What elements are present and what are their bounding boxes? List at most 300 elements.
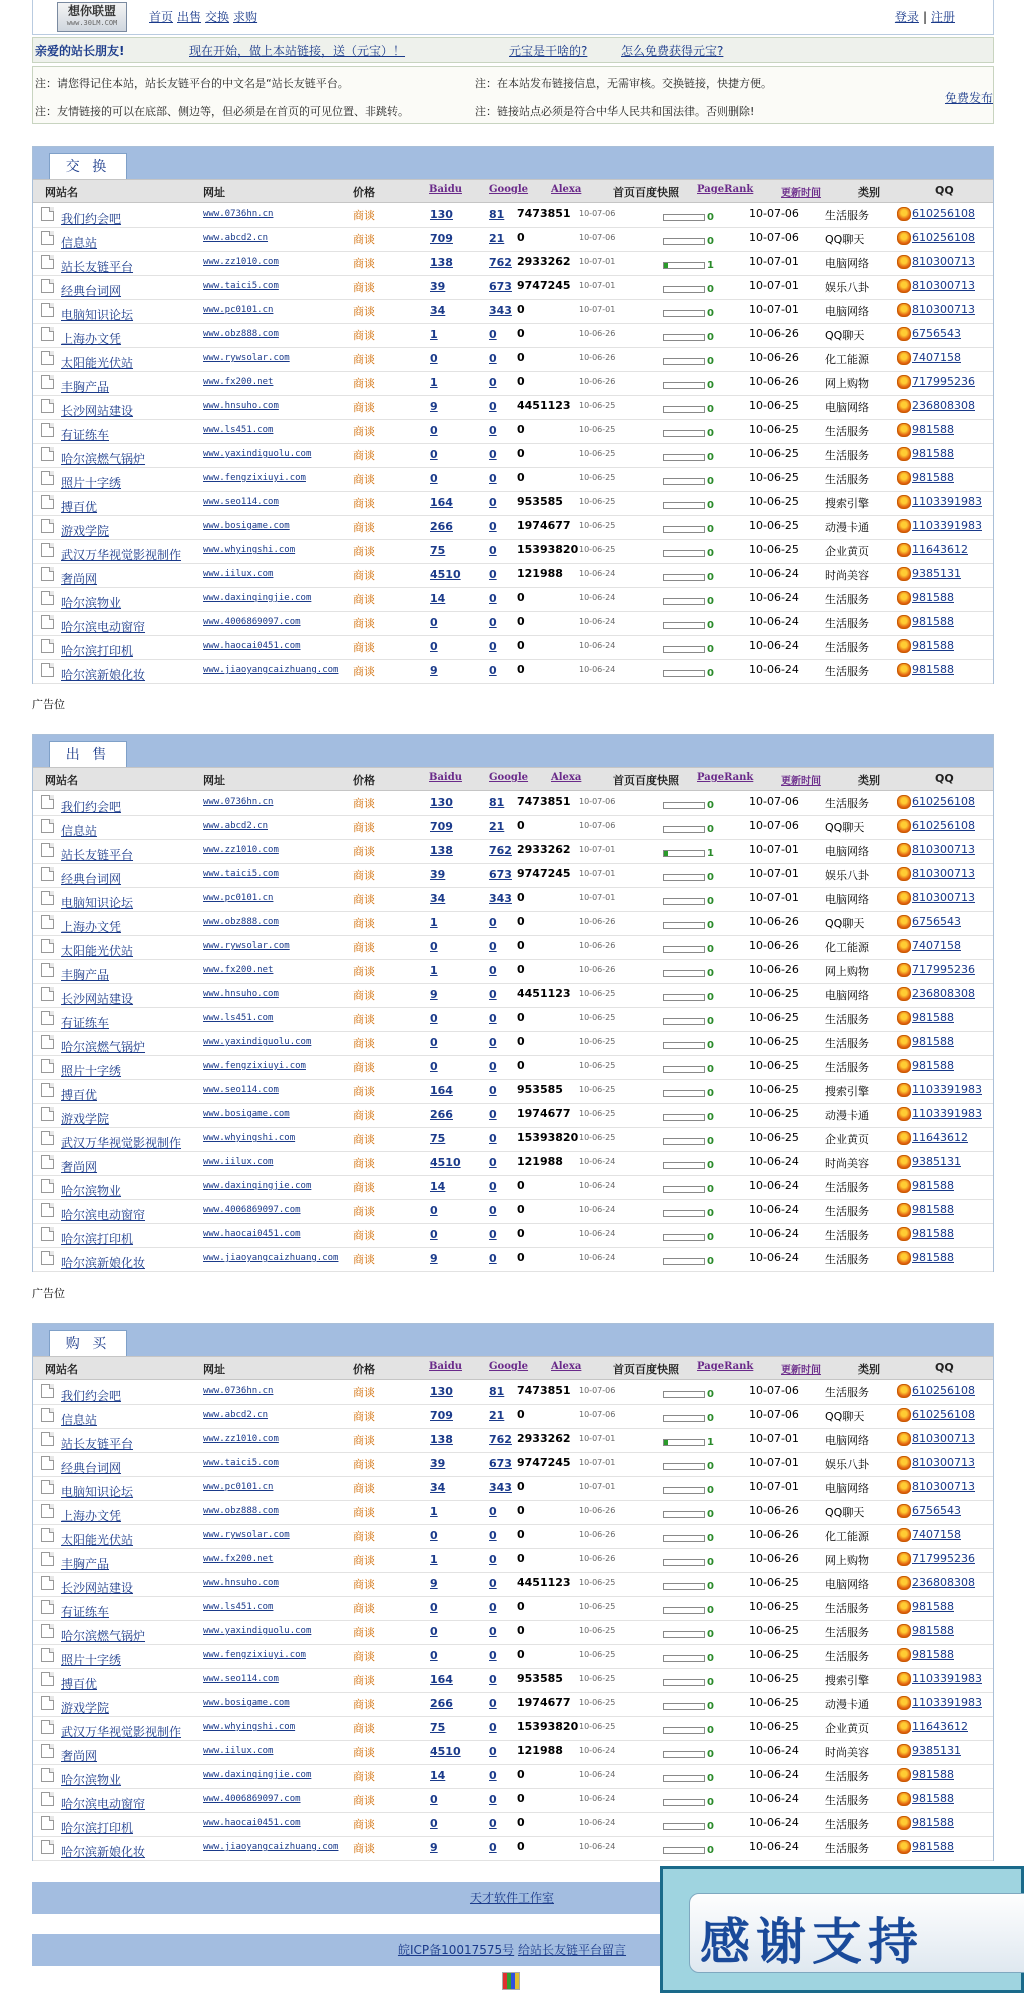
qq-contact-link[interactable] bbox=[897, 639, 954, 653]
site-name-link[interactable]: 太阳能光伏站 bbox=[61, 944, 134, 958]
qq-contact-link[interactable] bbox=[897, 1720, 968, 1734]
site-name-link[interactable]: 上海办文凭 bbox=[61, 920, 122, 934]
google-value[interactable]: 0 bbox=[489, 592, 497, 605]
qq-contact-link[interactable] bbox=[897, 351, 961, 365]
baidu-value[interactable]: 75 bbox=[430, 1721, 446, 1734]
site-url-link[interactable]: www.haocai0451.com bbox=[203, 1229, 301, 1239]
baidu-value[interactable]: 39 bbox=[430, 280, 446, 293]
google-value[interactable]: 0 bbox=[489, 1673, 497, 1686]
qq-contact-link[interactable] bbox=[897, 1576, 975, 1590]
google-value[interactable]: 0 bbox=[489, 1180, 497, 1193]
site-name-link[interactable]: 奢尚网 bbox=[61, 572, 98, 586]
site-name-link[interactable]: 游戏学院 bbox=[61, 524, 110, 538]
site-url-link[interactable]: www.iilux.com bbox=[203, 1746, 274, 1756]
google-value[interactable]: 0 bbox=[489, 1721, 497, 1734]
col-updated[interactable]: 更新时间 bbox=[781, 1365, 821, 1376]
site-name-link[interactable]: 搏百优 bbox=[61, 500, 98, 514]
site-url-link[interactable]: www.pc0101.cn bbox=[203, 305, 274, 315]
google-value[interactable]: 0 bbox=[489, 1649, 497, 1662]
site-url-link[interactable]: www.daxinqingjie.com bbox=[203, 1770, 312, 1780]
google-value[interactable]: 0 bbox=[489, 1108, 497, 1121]
site-name-link[interactable]: 丰胸产品 bbox=[61, 380, 110, 394]
site-url-link[interactable]: www.ls451.com bbox=[203, 425, 274, 435]
google-value[interactable]: 0 bbox=[489, 328, 497, 341]
qq-contact-link[interactable] bbox=[897, 843, 975, 857]
google-value[interactable]: 0 bbox=[489, 1529, 497, 1542]
site-url-link[interactable]: www.whyingshi.com bbox=[203, 1133, 296, 1143]
site-url-link[interactable]: www.0736hn.cn bbox=[203, 1386, 274, 1396]
qq-contact-link[interactable] bbox=[897, 891, 975, 905]
site-url-link[interactable]: www.obz888.com bbox=[203, 1506, 279, 1516]
google-value[interactable]: 21 bbox=[489, 232, 505, 245]
qq-contact-link[interactable] bbox=[897, 375, 975, 389]
site-name-link[interactable]: 照片十字绣 bbox=[61, 476, 122, 490]
baidu-value[interactable]: 1 bbox=[430, 328, 438, 341]
qq-contact-link[interactable] bbox=[897, 987, 975, 1001]
baidu-value[interactable]: 0 bbox=[430, 448, 438, 461]
google-value[interactable]: 0 bbox=[489, 1841, 497, 1854]
site-url-link[interactable]: www.fx200.net bbox=[203, 965, 274, 975]
google-value[interactable]: 0 bbox=[489, 496, 497, 509]
qq-contact-link[interactable] bbox=[897, 207, 975, 221]
baidu-value[interactable]: 0 bbox=[430, 1529, 438, 1542]
baidu-value[interactable]: 130 bbox=[430, 1385, 453, 1398]
site-url-link[interactable]: www.daxinqingjie.com bbox=[203, 593, 312, 603]
qq-contact-link[interactable] bbox=[897, 1384, 975, 1398]
baidu-value[interactable]: 34 bbox=[430, 304, 446, 317]
section-tab[interactable]: 出 售 bbox=[49, 741, 127, 768]
greeting-promo-link[interactable]: 现在开始，做上本站链接，送（元宝）！ bbox=[189, 44, 406, 58]
baidu-value[interactable]: 138 bbox=[430, 1433, 453, 1446]
google-value[interactable]: 0 bbox=[489, 988, 497, 1001]
site-name-link[interactable]: 奢尚网 bbox=[61, 1749, 98, 1763]
qq-contact-link[interactable] bbox=[897, 1696, 982, 1710]
nav-sell[interactable]: 出售 bbox=[177, 10, 202, 24]
site-name-link[interactable]: 站长友链平台 bbox=[61, 1437, 134, 1451]
site-name-link[interactable]: 上海办文凭 bbox=[61, 1509, 122, 1523]
site-url-link[interactable]: www.iilux.com bbox=[203, 569, 274, 579]
baidu-value[interactable]: 709 bbox=[430, 820, 453, 833]
baidu-value[interactable]: 266 bbox=[430, 1697, 453, 1710]
baidu-value[interactable]: 0 bbox=[430, 1228, 438, 1241]
baidu-value[interactable]: 266 bbox=[430, 1108, 453, 1121]
site-name-link[interactable]: 长沙网站建设 bbox=[61, 1581, 134, 1595]
google-value[interactable]: 0 bbox=[489, 1769, 497, 1782]
baidu-value[interactable]: 0 bbox=[430, 1601, 438, 1614]
qq-contact-link[interactable] bbox=[897, 1480, 975, 1494]
site-name-link[interactable]: 哈尔滨燃气锅炉 bbox=[61, 1040, 146, 1054]
baidu-value[interactable]: 9 bbox=[430, 400, 438, 413]
site-name-link[interactable]: 信息站 bbox=[61, 824, 98, 838]
baidu-value[interactable]: 0 bbox=[430, 1649, 438, 1662]
site-name-link[interactable]: 有证练车 bbox=[61, 1605, 110, 1619]
col-baidu[interactable]: Baidu bbox=[429, 1361, 462, 1372]
free-publish-link[interactable]: 免费发布 bbox=[944, 91, 993, 105]
google-value[interactable]: 0 bbox=[489, 1252, 497, 1265]
baidu-value[interactable]: 9 bbox=[430, 988, 438, 1001]
qq-contact-link[interactable] bbox=[897, 423, 954, 437]
nav-buy[interactable]: 求购 bbox=[233, 10, 258, 24]
site-name-link[interactable]: 搏百优 bbox=[61, 1088, 98, 1102]
col-alexa[interactable]: Alexa bbox=[551, 1361, 582, 1372]
site-url-link[interactable]: www.4006869097.com bbox=[203, 617, 301, 627]
site-name-link[interactable]: 站长友链平台 bbox=[61, 848, 134, 862]
baidu-value[interactable]: 164 bbox=[430, 1084, 453, 1097]
google-value[interactable]: 0 bbox=[489, 1132, 497, 1145]
google-value[interactable]: 0 bbox=[489, 1204, 497, 1217]
site-url-link[interactable]: www.jiaoyangcaizhuang.com bbox=[203, 665, 339, 675]
site-url-link[interactable]: www.fengzixiuyi.com bbox=[203, 473, 306, 483]
site-name-link[interactable]: 哈尔滨新娘化妆 bbox=[61, 668, 146, 682]
baidu-value[interactable]: 130 bbox=[430, 796, 453, 809]
qq-contact-link[interactable] bbox=[897, 447, 954, 461]
site-name-link[interactable]: 哈尔滨物业 bbox=[61, 1184, 122, 1198]
site-url-link[interactable]: www.abcd2.cn bbox=[203, 1410, 269, 1420]
site-url-link[interactable]: www.zz1010.com bbox=[203, 257, 279, 267]
qq-contact-link[interactable] bbox=[897, 591, 954, 605]
qq-contact-link[interactable] bbox=[897, 1408, 975, 1422]
site-url-link[interactable]: www.pc0101.cn bbox=[203, 893, 274, 903]
qq-contact-link[interactable] bbox=[897, 495, 982, 509]
google-value[interactable]: 0 bbox=[489, 616, 497, 629]
qq-contact-link[interactable] bbox=[897, 1432, 975, 1446]
site-url-link[interactable]: www.0736hn.cn bbox=[203, 797, 274, 807]
site-url-link[interactable]: www.obz888.com bbox=[203, 917, 279, 927]
baidu-value[interactable]: 4510 bbox=[430, 1156, 461, 1169]
site-url-link[interactable]: www.taici5.com bbox=[203, 1458, 279, 1468]
qq-contact-link[interactable] bbox=[897, 1672, 982, 1686]
google-value[interactable]: 0 bbox=[489, 1012, 497, 1025]
google-value[interactable]: 343 bbox=[489, 892, 512, 905]
site-url-link[interactable]: www.yaxindiguolu.com bbox=[203, 449, 312, 459]
site-name-link[interactable]: 长沙网站建设 bbox=[61, 404, 134, 418]
qq-contact-link[interactable] bbox=[897, 1792, 954, 1806]
site-name-link[interactable]: 丰胸产品 bbox=[61, 1557, 110, 1571]
google-value[interactable]: 343 bbox=[489, 1481, 512, 1494]
col-updated[interactable]: 更新时间 bbox=[781, 188, 821, 199]
qq-contact-link[interactable] bbox=[897, 1816, 954, 1830]
qq-contact-link[interactable] bbox=[897, 663, 954, 677]
qq-contact-link[interactable] bbox=[897, 543, 968, 557]
site-name-link[interactable]: 哈尔滨打印机 bbox=[61, 1232, 134, 1246]
google-value[interactable]: 81 bbox=[489, 1385, 505, 1398]
qq-contact-link[interactable] bbox=[897, 1504, 961, 1518]
site-name-link[interactable]: 太阳能光伏站 bbox=[61, 1533, 134, 1547]
baidu-value[interactable]: 9 bbox=[430, 1252, 438, 1265]
register-link[interactable]: 注册 bbox=[930, 10, 955, 24]
site-url-link[interactable]: www.bosigame.com bbox=[203, 1698, 290, 1708]
statistics-icon[interactable] bbox=[502, 1972, 520, 1990]
site-name-link[interactable]: 游戏学院 bbox=[61, 1112, 110, 1126]
qq-contact-link[interactable] bbox=[897, 963, 975, 977]
baidu-value[interactable]: 709 bbox=[430, 232, 453, 245]
google-value[interactable]: 0 bbox=[489, 1577, 497, 1590]
col-updated[interactable]: 更新时间 bbox=[781, 776, 821, 787]
site-url-link[interactable]: www.haocai0451.com bbox=[203, 641, 301, 651]
site-name-link[interactable]: 哈尔滨打印机 bbox=[61, 644, 134, 658]
qq-contact-link[interactable] bbox=[897, 1600, 954, 1614]
baidu-value[interactable]: 0 bbox=[430, 424, 438, 437]
qq-contact-link[interactable] bbox=[897, 471, 954, 485]
login-link[interactable]: 登录 bbox=[894, 10, 919, 24]
qq-contact-link[interactable] bbox=[897, 303, 975, 317]
site-name-link[interactable]: 有证练车 bbox=[61, 428, 110, 442]
qq-contact-link[interactable] bbox=[897, 519, 982, 533]
baidu-value[interactable]: 164 bbox=[430, 1673, 453, 1686]
google-value[interactable]: 0 bbox=[489, 1817, 497, 1830]
baidu-value[interactable]: 34 bbox=[430, 1481, 446, 1494]
site-url-link[interactable]: www.fx200.net bbox=[203, 1554, 274, 1564]
google-value[interactable]: 0 bbox=[489, 664, 497, 677]
site-url-link[interactable]: www.yaxindiguolu.com bbox=[203, 1037, 312, 1047]
baidu-value[interactable]: 164 bbox=[430, 496, 453, 509]
site-name-link[interactable]: 经典台词网 bbox=[61, 872, 122, 886]
baidu-value[interactable]: 0 bbox=[430, 1817, 438, 1830]
google-value[interactable]: 673 bbox=[489, 1457, 512, 1470]
site-name-link[interactable]: 武汉万华视觉影视制作 bbox=[61, 1725, 182, 1739]
google-value[interactable]: 0 bbox=[489, 544, 497, 557]
qq-contact-link[interactable] bbox=[897, 1251, 954, 1265]
site-name-link[interactable]: 哈尔滨燃气锅炉 bbox=[61, 1629, 146, 1643]
qq-contact-link[interactable] bbox=[897, 1768, 954, 1782]
google-value[interactable]: 0 bbox=[489, 568, 497, 581]
baidu-value[interactable]: 0 bbox=[430, 1036, 438, 1049]
col-alexa[interactable]: Alexa bbox=[551, 184, 582, 195]
google-value[interactable]: 21 bbox=[489, 820, 505, 833]
qq-contact-link[interactable] bbox=[897, 1179, 954, 1193]
site-name-link[interactable]: 游戏学院 bbox=[61, 1701, 110, 1715]
site-url-link[interactable]: www.hnsuho.com bbox=[203, 401, 279, 411]
baidu-value[interactable]: 1 bbox=[430, 1505, 438, 1518]
site-name-link[interactable]: 太阳能光伏站 bbox=[61, 356, 134, 370]
qq-contact-link[interactable] bbox=[897, 1035, 954, 1049]
baidu-value[interactable]: 0 bbox=[430, 1793, 438, 1806]
site-name-link[interactable]: 信息站 bbox=[61, 236, 98, 250]
site-name-link[interactable]: 站长友链平台 bbox=[61, 260, 134, 274]
site-url-link[interactable]: www.zz1010.com bbox=[203, 845, 279, 855]
site-url-link[interactable]: www.seo114.com bbox=[203, 1674, 279, 1684]
site-url-link[interactable]: www.seo114.com bbox=[203, 1085, 279, 1095]
icp-link[interactable]: 皖ICP备10017575号 bbox=[397, 1943, 515, 1957]
baidu-value[interactable]: 709 bbox=[430, 1409, 453, 1422]
google-value[interactable]: 0 bbox=[489, 376, 497, 389]
baidu-value[interactable]: 0 bbox=[430, 472, 438, 485]
qq-contact-link[interactable] bbox=[897, 915, 961, 929]
section-tab[interactable]: 交 换 bbox=[49, 153, 127, 180]
google-value[interactable]: 81 bbox=[489, 796, 505, 809]
nav-exchange[interactable]: 交换 bbox=[205, 10, 230, 24]
qq-contact-link[interactable] bbox=[897, 1624, 954, 1638]
site-name-link[interactable]: 哈尔滨打印机 bbox=[61, 1821, 134, 1835]
col-pagerank[interactable]: PageRank bbox=[697, 1361, 754, 1372]
google-value[interactable]: 0 bbox=[489, 940, 497, 953]
qq-contact-link[interactable] bbox=[897, 1059, 954, 1073]
col-google[interactable]: Google bbox=[489, 184, 529, 195]
baidu-value[interactable]: 1 bbox=[430, 1553, 438, 1566]
site-name-link[interactable]: 哈尔滨新娘化妆 bbox=[61, 1845, 146, 1859]
qq-contact-link[interactable] bbox=[897, 255, 975, 269]
site-url-link[interactable]: www.hnsuho.com bbox=[203, 989, 279, 999]
qq-contact-link[interactable] bbox=[897, 867, 975, 881]
col-pagerank[interactable]: PageRank bbox=[697, 772, 754, 783]
qq-contact-link[interactable] bbox=[897, 1744, 961, 1758]
site-url-link[interactable]: www.rywsolar.com bbox=[203, 1530, 290, 1540]
google-value[interactable]: 0 bbox=[489, 520, 497, 533]
baidu-value[interactable]: 75 bbox=[430, 1132, 446, 1145]
baidu-value[interactable]: 0 bbox=[430, 940, 438, 953]
google-value[interactable]: 673 bbox=[489, 868, 512, 881]
google-value[interactable]: 0 bbox=[489, 1697, 497, 1710]
baidu-value[interactable]: 0 bbox=[430, 1012, 438, 1025]
google-value[interactable]: 762 bbox=[489, 256, 512, 269]
google-value[interactable]: 673 bbox=[489, 280, 512, 293]
site-name-link[interactable]: 搏百优 bbox=[61, 1677, 98, 1691]
baidu-value[interactable]: 0 bbox=[430, 616, 438, 629]
google-value[interactable]: 0 bbox=[489, 1505, 497, 1518]
qq-contact-link[interactable] bbox=[897, 1552, 975, 1566]
site-url-link[interactable]: www.ls451.com bbox=[203, 1602, 274, 1612]
site-url-link[interactable]: www.taici5.com bbox=[203, 869, 279, 879]
qq-contact-link[interactable] bbox=[897, 1227, 954, 1241]
site-name-link[interactable]: 经典台词网 bbox=[61, 1461, 122, 1475]
site-url-link[interactable]: www.4006869097.com bbox=[203, 1205, 301, 1215]
qq-contact-link[interactable] bbox=[897, 1083, 982, 1097]
baidu-value[interactable]: 9 bbox=[430, 1577, 438, 1590]
site-url-link[interactable]: www.hnsuho.com bbox=[203, 1578, 279, 1588]
col-google[interactable]: Google bbox=[489, 772, 529, 783]
site-name-link[interactable]: 武汉万华视觉影视制作 bbox=[61, 548, 182, 562]
site-url-link[interactable]: www.rywsolar.com bbox=[203, 353, 290, 363]
qq-contact-link[interactable] bbox=[897, 1107, 982, 1121]
qq-contact-link[interactable] bbox=[897, 399, 975, 413]
google-value[interactable]: 0 bbox=[489, 448, 497, 461]
baidu-value[interactable]: 14 bbox=[430, 1769, 446, 1782]
google-value[interactable]: 0 bbox=[489, 424, 497, 437]
site-url-link[interactable]: www.seo114.com bbox=[203, 497, 279, 507]
site-url-link[interactable]: www.4006869097.com bbox=[203, 1794, 301, 1804]
site-name-link[interactable]: 电脑知识论坛 bbox=[61, 896, 134, 910]
col-baidu[interactable]: Baidu bbox=[429, 184, 462, 195]
site-name-link[interactable]: 信息站 bbox=[61, 1413, 98, 1427]
qq-contact-link[interactable] bbox=[897, 1840, 954, 1854]
google-value[interactable]: 0 bbox=[489, 472, 497, 485]
baidu-value[interactable]: 75 bbox=[430, 544, 446, 557]
site-name-link[interactable]: 哈尔滨电动窗帘 bbox=[61, 1208, 146, 1222]
google-value[interactable]: 762 bbox=[489, 1433, 512, 1446]
baidu-value[interactable]: 4510 bbox=[430, 568, 461, 581]
site-name-link[interactable]: 哈尔滨物业 bbox=[61, 596, 122, 610]
site-url-link[interactable]: www.obz888.com bbox=[203, 329, 279, 339]
google-value[interactable]: 0 bbox=[489, 1228, 497, 1241]
section-tab[interactable]: 购 买 bbox=[49, 1330, 127, 1357]
site-url-link[interactable]: www.jiaoyangcaizhuang.com bbox=[203, 1253, 339, 1263]
google-value[interactable]: 0 bbox=[489, 1060, 497, 1073]
site-url-link[interactable]: www.yaxindiguolu.com bbox=[203, 1626, 312, 1636]
qq-contact-link[interactable] bbox=[897, 1456, 975, 1470]
google-value[interactable]: 0 bbox=[489, 640, 497, 653]
google-value[interactable]: 0 bbox=[489, 1553, 497, 1566]
site-name-link[interactable]: 有证练车 bbox=[61, 1016, 110, 1030]
greeting-how-link[interactable]: 怎么免费获得元宝? bbox=[621, 44, 724, 58]
site-name-link[interactable]: 经典台词网 bbox=[61, 284, 122, 298]
col-google[interactable]: Google bbox=[489, 1361, 529, 1372]
site-url-link[interactable]: www.whyingshi.com bbox=[203, 545, 296, 555]
studio-link[interactable]: 天才软件工作室 bbox=[469, 1891, 554, 1905]
google-value[interactable]: 0 bbox=[489, 1793, 497, 1806]
site-name-link[interactable]: 我们约会吧 bbox=[61, 212, 122, 226]
site-url-link[interactable]: www.bosigame.com bbox=[203, 1109, 290, 1119]
google-value[interactable]: 0 bbox=[489, 1625, 497, 1638]
qq-contact-link[interactable] bbox=[897, 1011, 954, 1025]
site-name-link[interactable]: 照片十字绣 bbox=[61, 1653, 122, 1667]
site-name-link[interactable]: 哈尔滨电动窗帘 bbox=[61, 1797, 146, 1811]
google-value[interactable]: 0 bbox=[489, 1745, 497, 1758]
site-url-link[interactable]: www.fengzixiuyi.com bbox=[203, 1061, 306, 1071]
google-value[interactable]: 0 bbox=[489, 916, 497, 929]
baidu-value[interactable]: 14 bbox=[430, 1180, 446, 1193]
nav-home[interactable]: 首页 bbox=[149, 10, 174, 24]
baidu-value[interactable]: 0 bbox=[430, 640, 438, 653]
qq-contact-link[interactable] bbox=[897, 1648, 954, 1662]
google-value[interactable]: 343 bbox=[489, 304, 512, 317]
qq-contact-link[interactable] bbox=[897, 1131, 968, 1145]
baidu-value[interactable]: 0 bbox=[430, 1204, 438, 1217]
google-value[interactable]: 0 bbox=[489, 964, 497, 977]
google-value[interactable]: 0 bbox=[489, 352, 497, 365]
baidu-value[interactable]: 266 bbox=[430, 520, 453, 533]
qq-contact-link[interactable] bbox=[897, 1203, 954, 1217]
google-value[interactable]: 21 bbox=[489, 1409, 505, 1422]
qq-contact-link[interactable] bbox=[897, 567, 961, 581]
baidu-value[interactable]: 130 bbox=[430, 208, 453, 221]
qq-contact-link[interactable] bbox=[897, 795, 975, 809]
site-name-link[interactable]: 上海办文凭 bbox=[61, 332, 122, 346]
qq-contact-link[interactable] bbox=[897, 819, 975, 833]
baidu-value[interactable]: 9 bbox=[430, 1841, 438, 1854]
site-name-link[interactable]: 哈尔滨物业 bbox=[61, 1773, 122, 1787]
google-value[interactable]: 81 bbox=[489, 208, 505, 221]
site-name-link[interactable]: 我们约会吧 bbox=[61, 1389, 122, 1403]
qq-contact-link[interactable] bbox=[897, 1155, 961, 1169]
baidu-value[interactable]: 0 bbox=[430, 352, 438, 365]
baidu-value[interactable]: 1 bbox=[430, 916, 438, 929]
baidu-value[interactable]: 1 bbox=[430, 964, 438, 977]
google-value[interactable]: 0 bbox=[489, 400, 497, 413]
guestbook-link[interactable]: 给站长友链平台留言 bbox=[518, 1943, 627, 1957]
site-name-link[interactable]: 电脑知识论坛 bbox=[61, 308, 134, 322]
baidu-value[interactable]: 138 bbox=[430, 256, 453, 269]
qq-contact-link[interactable] bbox=[897, 1528, 961, 1542]
site-url-link[interactable]: www.whyingshi.com bbox=[203, 1722, 296, 1732]
site-url-link[interactable]: www.taici5.com bbox=[203, 281, 279, 291]
site-url-link[interactable]: www.zz1010.com bbox=[203, 1434, 279, 1444]
google-value[interactable]: 0 bbox=[489, 1601, 497, 1614]
site-url-link[interactable]: www.haocai0451.com bbox=[203, 1818, 301, 1828]
site-url-link[interactable]: www.fengzixiuyi.com bbox=[203, 1650, 306, 1660]
col-baidu[interactable]: Baidu bbox=[429, 772, 462, 783]
site-name-link[interactable]: 我们约会吧 bbox=[61, 800, 122, 814]
baidu-value[interactable]: 1 bbox=[430, 376, 438, 389]
qq-contact-link[interactable] bbox=[897, 327, 961, 341]
col-pagerank[interactable]: PageRank bbox=[697, 184, 754, 195]
site-name-link[interactable]: 照片十字绣 bbox=[61, 1064, 122, 1078]
site-url-link[interactable]: www.fx200.net bbox=[203, 377, 274, 387]
site-name-link[interactable]: 电脑知识论坛 bbox=[61, 1485, 134, 1499]
baidu-value[interactable]: 39 bbox=[430, 1457, 446, 1470]
site-url-link[interactable]: www.abcd2.cn bbox=[203, 821, 269, 831]
qq-contact-link[interactable] bbox=[897, 279, 975, 293]
qq-contact-link[interactable] bbox=[897, 939, 961, 953]
